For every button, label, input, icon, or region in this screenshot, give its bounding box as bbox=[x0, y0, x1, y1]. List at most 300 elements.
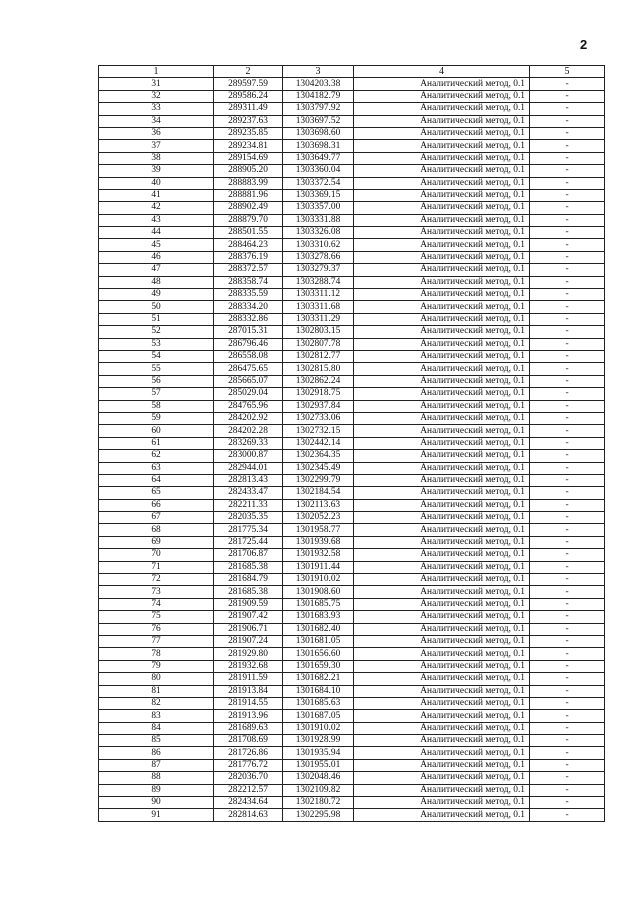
point-number-cell: 86 bbox=[99, 747, 214, 759]
value-cell: - bbox=[530, 598, 605, 610]
page-number: 2 bbox=[580, 37, 588, 52]
value-cell: - bbox=[530, 574, 605, 586]
x-coordinate-cell: 281906.71 bbox=[214, 623, 283, 635]
method-cell: Аналитический метод, 0.1 bbox=[354, 759, 530, 771]
y-coordinate-cell: 1303697.52 bbox=[283, 115, 354, 127]
method-cell: Аналитический метод, 0.1 bbox=[354, 350, 530, 362]
table-row bbox=[99, 759, 605, 771]
point-number-cell: 33 bbox=[99, 103, 214, 115]
x-coordinate-cell: 281685.38 bbox=[214, 586, 283, 598]
table-row bbox=[99, 524, 605, 536]
value-cell: - bbox=[530, 586, 605, 598]
table-row bbox=[99, 635, 605, 647]
y-coordinate-cell: 1302442.14 bbox=[283, 437, 354, 449]
table-row bbox=[99, 512, 605, 524]
table-row bbox=[99, 797, 605, 809]
value-cell: - bbox=[530, 437, 605, 449]
point-number-cell: 76 bbox=[99, 623, 214, 635]
coordinates-table bbox=[98, 65, 605, 822]
point-number-cell: 54 bbox=[99, 350, 214, 362]
table-row bbox=[99, 623, 605, 635]
value-cell: - bbox=[530, 127, 605, 139]
point-number-cell: 32 bbox=[99, 90, 214, 102]
y-coordinate-cell: 1301928.99 bbox=[283, 735, 354, 747]
value-cell: - bbox=[530, 251, 605, 263]
method-cell: Аналитический метод, 0.1 bbox=[354, 127, 530, 139]
y-coordinate-cell: 1303649.77 bbox=[283, 152, 354, 164]
value-cell: - bbox=[530, 549, 605, 561]
value-cell: - bbox=[530, 722, 605, 734]
value-cell: - bbox=[530, 660, 605, 672]
x-coordinate-cell: 287015.31 bbox=[214, 326, 283, 338]
method-cell: Аналитический метод, 0.1 bbox=[354, 487, 530, 499]
x-coordinate-cell: 286558.08 bbox=[214, 350, 283, 362]
table-row bbox=[99, 462, 605, 474]
value-cell: - bbox=[530, 536, 605, 548]
method-cell: Аналитический метод, 0.1 bbox=[354, 499, 530, 511]
point-number-cell: 55 bbox=[99, 363, 214, 375]
y-coordinate-cell: 1301682.21 bbox=[283, 673, 354, 685]
y-coordinate-cell: 1301910.02 bbox=[283, 574, 354, 586]
value-cell: - bbox=[530, 499, 605, 511]
column-header-2: 2 bbox=[214, 66, 283, 78]
y-coordinate-cell: 1301683.93 bbox=[283, 611, 354, 623]
value-cell: - bbox=[530, 400, 605, 412]
y-coordinate-cell: 1302295.98 bbox=[283, 809, 354, 821]
method-cell: Аналитический метод, 0.1 bbox=[354, 772, 530, 784]
point-number-cell: 65 bbox=[99, 487, 214, 499]
point-number-cell: 63 bbox=[99, 462, 214, 474]
table-row bbox=[99, 152, 605, 164]
point-number-cell: 43 bbox=[99, 214, 214, 226]
method-cell: Аналитический метод, 0.1 bbox=[354, 326, 530, 338]
table-row bbox=[99, 388, 605, 400]
method-cell: Аналитический метод, 0.1 bbox=[354, 598, 530, 610]
y-coordinate-cell: 1303698.60 bbox=[283, 127, 354, 139]
method-cell: Аналитический метод, 0.1 bbox=[354, 412, 530, 424]
table-row bbox=[99, 239, 605, 251]
point-number-cell: 61 bbox=[99, 437, 214, 449]
x-coordinate-cell: 281913.96 bbox=[214, 710, 283, 722]
x-coordinate-cell: 288376.19 bbox=[214, 251, 283, 263]
y-coordinate-cell: 1302048.46 bbox=[283, 772, 354, 784]
method-cell: Аналитический метод, 0.1 bbox=[354, 437, 530, 449]
table-row bbox=[99, 536, 605, 548]
point-number-cell: 88 bbox=[99, 772, 214, 784]
y-coordinate-cell: 1302180.72 bbox=[283, 797, 354, 809]
y-coordinate-cell: 1302299.79 bbox=[283, 474, 354, 486]
point-number-cell: 78 bbox=[99, 648, 214, 660]
point-number-cell: 84 bbox=[99, 722, 214, 734]
table-row bbox=[99, 251, 605, 263]
point-number-cell: 56 bbox=[99, 375, 214, 387]
x-coordinate-cell: 288905.20 bbox=[214, 165, 283, 177]
table-row bbox=[99, 574, 605, 586]
value-cell: - bbox=[530, 425, 605, 437]
value-cell: - bbox=[530, 747, 605, 759]
point-number-cell: 37 bbox=[99, 140, 214, 152]
y-coordinate-cell: 1301910.02 bbox=[283, 722, 354, 734]
method-cell: Аналитический метод, 0.1 bbox=[354, 165, 530, 177]
point-number-cell: 68 bbox=[99, 524, 214, 536]
table-row bbox=[99, 313, 605, 325]
method-cell: Аналитический метод, 0.1 bbox=[354, 115, 530, 127]
value-cell: - bbox=[530, 524, 605, 536]
value-cell: - bbox=[530, 697, 605, 709]
table-row bbox=[99, 586, 605, 598]
column-header-4: 4 bbox=[354, 66, 530, 78]
y-coordinate-cell: 1301958.77 bbox=[283, 524, 354, 536]
table-row bbox=[99, 264, 605, 276]
table-row bbox=[99, 350, 605, 362]
value-cell: - bbox=[530, 350, 605, 362]
value-cell: - bbox=[530, 462, 605, 474]
point-number-cell: 90 bbox=[99, 797, 214, 809]
x-coordinate-cell: 289235.85 bbox=[214, 127, 283, 139]
value-cell: - bbox=[530, 797, 605, 809]
y-coordinate-cell: 1304182.79 bbox=[283, 90, 354, 102]
y-coordinate-cell: 1301935.94 bbox=[283, 747, 354, 759]
x-coordinate-cell: 289154.69 bbox=[214, 152, 283, 164]
method-cell: Аналитический метод, 0.1 bbox=[354, 251, 530, 263]
point-number-cell: 69 bbox=[99, 536, 214, 548]
y-coordinate-cell: 1301682.40 bbox=[283, 623, 354, 635]
point-number-cell: 40 bbox=[99, 177, 214, 189]
table-row bbox=[99, 685, 605, 697]
method-cell: Аналитический метод, 0.1 bbox=[354, 673, 530, 685]
x-coordinate-cell: 289597.59 bbox=[214, 78, 283, 90]
table-row bbox=[99, 474, 605, 486]
method-cell: Аналитический метод, 0.1 bbox=[354, 574, 530, 586]
y-coordinate-cell: 1303369.15 bbox=[283, 189, 354, 201]
table-row bbox=[99, 450, 605, 462]
y-coordinate-cell: 1303311.68 bbox=[283, 301, 354, 313]
x-coordinate-cell: 282814.63 bbox=[214, 809, 283, 821]
value-cell: - bbox=[530, 685, 605, 697]
method-cell: Аналитический метод, 0.1 bbox=[354, 722, 530, 734]
table-row bbox=[99, 425, 605, 437]
point-number-cell: 39 bbox=[99, 165, 214, 177]
table-row bbox=[99, 747, 605, 759]
method-cell: Аналитический метод, 0.1 bbox=[354, 623, 530, 635]
point-number-cell: 52 bbox=[99, 326, 214, 338]
table-row bbox=[99, 289, 605, 301]
value-cell: - bbox=[530, 214, 605, 226]
method-cell: Аналитический метод, 0.1 bbox=[354, 561, 530, 573]
point-number-cell: 49 bbox=[99, 289, 214, 301]
method-cell: Аналитический метод, 0.1 bbox=[354, 313, 530, 325]
point-number-cell: 91 bbox=[99, 809, 214, 821]
y-coordinate-cell: 1302815.80 bbox=[283, 363, 354, 375]
x-coordinate-cell: 282211.33 bbox=[214, 499, 283, 511]
point-number-cell: 59 bbox=[99, 412, 214, 424]
point-number-cell: 80 bbox=[99, 673, 214, 685]
method-cell: Аналитический метод, 0.1 bbox=[354, 276, 530, 288]
method-cell: Аналитический метод, 0.1 bbox=[354, 611, 530, 623]
y-coordinate-cell: 1303357.00 bbox=[283, 202, 354, 214]
x-coordinate-cell: 281907.24 bbox=[214, 635, 283, 647]
value-cell: - bbox=[530, 561, 605, 573]
x-coordinate-cell: 288358.74 bbox=[214, 276, 283, 288]
y-coordinate-cell: 1301908.60 bbox=[283, 586, 354, 598]
table-row bbox=[99, 165, 605, 177]
point-number-cell: 46 bbox=[99, 251, 214, 263]
table-row bbox=[99, 90, 605, 102]
method-cell: Аналитический метод, 0.1 bbox=[354, 227, 530, 239]
x-coordinate-cell: 286796.46 bbox=[214, 338, 283, 350]
value-cell: - bbox=[530, 611, 605, 623]
value-cell: - bbox=[530, 338, 605, 350]
x-coordinate-cell: 281689.63 bbox=[214, 722, 283, 734]
method-cell: Аналитический метод, 0.1 bbox=[354, 784, 530, 796]
point-number-cell: 60 bbox=[99, 425, 214, 437]
point-number-cell: 81 bbox=[99, 685, 214, 697]
value-cell: - bbox=[530, 363, 605, 375]
y-coordinate-cell: 1302732.15 bbox=[283, 425, 354, 437]
method-cell: Аналитический метод, 0.1 bbox=[354, 214, 530, 226]
table-row bbox=[99, 78, 605, 90]
y-coordinate-cell: 1303372.54 bbox=[283, 177, 354, 189]
y-coordinate-cell: 1302862.24 bbox=[283, 375, 354, 387]
x-coordinate-cell: 288883.99 bbox=[214, 177, 283, 189]
value-cell: - bbox=[530, 115, 605, 127]
table-row bbox=[99, 437, 605, 449]
table-row bbox=[99, 772, 605, 784]
point-number-cell: 83 bbox=[99, 710, 214, 722]
method-cell: Аналитический метод, 0.1 bbox=[354, 735, 530, 747]
point-number-cell: 34 bbox=[99, 115, 214, 127]
value-cell: - bbox=[530, 90, 605, 102]
table-row bbox=[99, 648, 605, 660]
point-number-cell: 48 bbox=[99, 276, 214, 288]
table-row bbox=[99, 214, 605, 226]
table-row bbox=[99, 784, 605, 796]
value-cell: - bbox=[530, 276, 605, 288]
y-coordinate-cell: 1302345.49 bbox=[283, 462, 354, 474]
table-body bbox=[99, 78, 605, 821]
y-coordinate-cell: 1302937.84 bbox=[283, 400, 354, 412]
method-cell: Аналитический метод, 0.1 bbox=[354, 809, 530, 821]
x-coordinate-cell: 284202.28 bbox=[214, 425, 283, 437]
table-row bbox=[99, 326, 605, 338]
x-coordinate-cell: 284765.96 bbox=[214, 400, 283, 412]
x-coordinate-cell: 288372.57 bbox=[214, 264, 283, 276]
table-row bbox=[99, 561, 605, 573]
value-cell: - bbox=[530, 313, 605, 325]
x-coordinate-cell: 288335.59 bbox=[214, 289, 283, 301]
y-coordinate-cell: 1302364.35 bbox=[283, 450, 354, 462]
point-number-cell: 72 bbox=[99, 574, 214, 586]
point-number-cell: 36 bbox=[99, 127, 214, 139]
y-coordinate-cell: 1303279.37 bbox=[283, 264, 354, 276]
y-coordinate-cell: 1304203.38 bbox=[283, 78, 354, 90]
y-coordinate-cell: 1301685.75 bbox=[283, 598, 354, 610]
table-row bbox=[99, 499, 605, 511]
x-coordinate-cell: 282944.01 bbox=[214, 462, 283, 474]
method-cell: Аналитический метод, 0.1 bbox=[354, 512, 530, 524]
x-coordinate-cell: 288881.96 bbox=[214, 189, 283, 201]
point-number-cell: 45 bbox=[99, 239, 214, 251]
x-coordinate-cell: 281708.69 bbox=[214, 735, 283, 747]
table-row bbox=[99, 103, 605, 115]
point-number-cell: 70 bbox=[99, 549, 214, 561]
method-cell: Аналитический метод, 0.1 bbox=[354, 177, 530, 189]
point-number-cell: 47 bbox=[99, 264, 214, 276]
table-row bbox=[99, 363, 605, 375]
table-row bbox=[99, 710, 605, 722]
point-number-cell: 38 bbox=[99, 152, 214, 164]
table-row bbox=[99, 735, 605, 747]
value-cell: - bbox=[530, 759, 605, 771]
value-cell: - bbox=[530, 326, 605, 338]
value-cell: - bbox=[530, 375, 605, 387]
table-row bbox=[99, 660, 605, 672]
table-row bbox=[99, 722, 605, 734]
x-coordinate-cell: 285029.04 bbox=[214, 388, 283, 400]
value-cell: - bbox=[530, 152, 605, 164]
table-row bbox=[99, 202, 605, 214]
value-cell: - bbox=[530, 735, 605, 747]
value-cell: - bbox=[530, 177, 605, 189]
table-row bbox=[99, 189, 605, 201]
x-coordinate-cell: 281932.68 bbox=[214, 660, 283, 672]
y-coordinate-cell: 1302113.63 bbox=[283, 499, 354, 511]
y-coordinate-cell: 1301659.30 bbox=[283, 660, 354, 672]
x-coordinate-cell: 281775.34 bbox=[214, 524, 283, 536]
x-coordinate-cell: 281911.59 bbox=[214, 673, 283, 685]
x-coordinate-cell: 289234.81 bbox=[214, 140, 283, 152]
point-number-cell: 58 bbox=[99, 400, 214, 412]
column-header-3: 3 bbox=[283, 66, 354, 78]
value-cell: - bbox=[530, 264, 605, 276]
x-coordinate-cell: 281706.87 bbox=[214, 549, 283, 561]
y-coordinate-cell: 1303326.08 bbox=[283, 227, 354, 239]
x-coordinate-cell: 288464.23 bbox=[214, 239, 283, 251]
table-row bbox=[99, 809, 605, 821]
y-coordinate-cell: 1303331.88 bbox=[283, 214, 354, 226]
method-cell: Аналитический метод, 0.1 bbox=[354, 363, 530, 375]
y-coordinate-cell: 1302109.82 bbox=[283, 784, 354, 796]
x-coordinate-cell: 282035.35 bbox=[214, 512, 283, 524]
method-cell: Аналитический метод, 0.1 bbox=[354, 388, 530, 400]
y-coordinate-cell: 1302184.54 bbox=[283, 487, 354, 499]
method-cell: Аналитический метод, 0.1 bbox=[354, 462, 530, 474]
x-coordinate-cell: 286475.65 bbox=[214, 363, 283, 375]
method-cell: Аналитический метод, 0.1 bbox=[354, 289, 530, 301]
table-row bbox=[99, 697, 605, 709]
x-coordinate-cell: 282212.57 bbox=[214, 784, 283, 796]
y-coordinate-cell: 1303288.74 bbox=[283, 276, 354, 288]
point-number-cell: 57 bbox=[99, 388, 214, 400]
value-cell: - bbox=[530, 450, 605, 462]
point-number-cell: 42 bbox=[99, 202, 214, 214]
value-cell: - bbox=[530, 635, 605, 647]
method-cell: Аналитический метод, 0.1 bbox=[354, 549, 530, 561]
table-row bbox=[99, 227, 605, 239]
method-cell: Аналитический метод, 0.1 bbox=[354, 375, 530, 387]
point-number-cell: 79 bbox=[99, 660, 214, 672]
x-coordinate-cell: 282036.70 bbox=[214, 772, 283, 784]
table-row bbox=[99, 140, 605, 152]
value-cell: - bbox=[530, 202, 605, 214]
method-cell: Аналитический метод, 0.1 bbox=[354, 152, 530, 164]
y-coordinate-cell: 1303311.12 bbox=[283, 289, 354, 301]
method-cell: Аналитический метод, 0.1 bbox=[354, 338, 530, 350]
value-cell: - bbox=[530, 388, 605, 400]
y-coordinate-cell: 1301684.10 bbox=[283, 685, 354, 697]
point-number-cell: 74 bbox=[99, 598, 214, 610]
method-cell: Аналитический метод, 0.1 bbox=[354, 90, 530, 102]
point-number-cell: 67 bbox=[99, 512, 214, 524]
value-cell: - bbox=[530, 673, 605, 685]
method-cell: Аналитический метод, 0.1 bbox=[354, 586, 530, 598]
x-coordinate-cell: 281914.55 bbox=[214, 697, 283, 709]
y-coordinate-cell: 1303698.31 bbox=[283, 140, 354, 152]
y-coordinate-cell: 1303310.62 bbox=[283, 239, 354, 251]
x-coordinate-cell: 289586.24 bbox=[214, 90, 283, 102]
method-cell: Аналитический метод, 0.1 bbox=[354, 202, 530, 214]
point-number-cell: 73 bbox=[99, 586, 214, 598]
table-row bbox=[99, 400, 605, 412]
x-coordinate-cell: 281929.80 bbox=[214, 648, 283, 660]
y-coordinate-cell: 1301955.01 bbox=[283, 759, 354, 771]
method-cell: Аналитический метод, 0.1 bbox=[354, 78, 530, 90]
method-cell: Аналитический метод, 0.1 bbox=[354, 239, 530, 251]
column-header-5: 5 bbox=[530, 66, 605, 78]
point-number-cell: 51 bbox=[99, 313, 214, 325]
point-number-cell: 44 bbox=[99, 227, 214, 239]
method-cell: Аналитический метод, 0.1 bbox=[354, 524, 530, 536]
point-number-cell: 85 bbox=[99, 735, 214, 747]
y-coordinate-cell: 1301932.58 bbox=[283, 549, 354, 561]
table-header-row bbox=[99, 66, 605, 78]
value-cell: - bbox=[530, 78, 605, 90]
x-coordinate-cell: 281913.84 bbox=[214, 685, 283, 697]
x-coordinate-cell: 283269.33 bbox=[214, 437, 283, 449]
x-coordinate-cell: 281684.79 bbox=[214, 574, 283, 586]
table-row bbox=[99, 115, 605, 127]
table-row bbox=[99, 549, 605, 561]
table-row bbox=[99, 598, 605, 610]
value-cell: - bbox=[530, 512, 605, 524]
point-number-cell: 66 bbox=[99, 499, 214, 511]
x-coordinate-cell: 282813.43 bbox=[214, 474, 283, 486]
y-coordinate-cell: 1301681.05 bbox=[283, 635, 354, 647]
x-coordinate-cell: 281907.42 bbox=[214, 611, 283, 623]
x-coordinate-cell: 281726.86 bbox=[214, 747, 283, 759]
value-cell: - bbox=[530, 710, 605, 722]
x-coordinate-cell: 284202.92 bbox=[214, 412, 283, 424]
x-coordinate-cell: 281685.38 bbox=[214, 561, 283, 573]
point-number-cell: 50 bbox=[99, 301, 214, 313]
method-cell: Аналитический метод, 0.1 bbox=[354, 301, 530, 313]
point-number-cell: 75 bbox=[99, 611, 214, 623]
value-cell: - bbox=[530, 227, 605, 239]
y-coordinate-cell: 1303311.29 bbox=[283, 313, 354, 325]
point-number-cell: 89 bbox=[99, 784, 214, 796]
method-cell: Аналитический метод, 0.1 bbox=[354, 400, 530, 412]
y-coordinate-cell: 1303797.92 bbox=[283, 103, 354, 115]
y-coordinate-cell: 1303360.04 bbox=[283, 165, 354, 177]
method-cell: Аналитический метод, 0.1 bbox=[354, 264, 530, 276]
y-coordinate-cell: 1302807.78 bbox=[283, 338, 354, 350]
method-cell: Аналитический метод, 0.1 bbox=[354, 685, 530, 697]
method-cell: Аналитический метод, 0.1 bbox=[354, 103, 530, 115]
y-coordinate-cell: 1302812.77 bbox=[283, 350, 354, 362]
value-cell: - bbox=[530, 809, 605, 821]
x-coordinate-cell: 288332.86 bbox=[214, 313, 283, 325]
x-coordinate-cell: 289311.49 bbox=[214, 103, 283, 115]
